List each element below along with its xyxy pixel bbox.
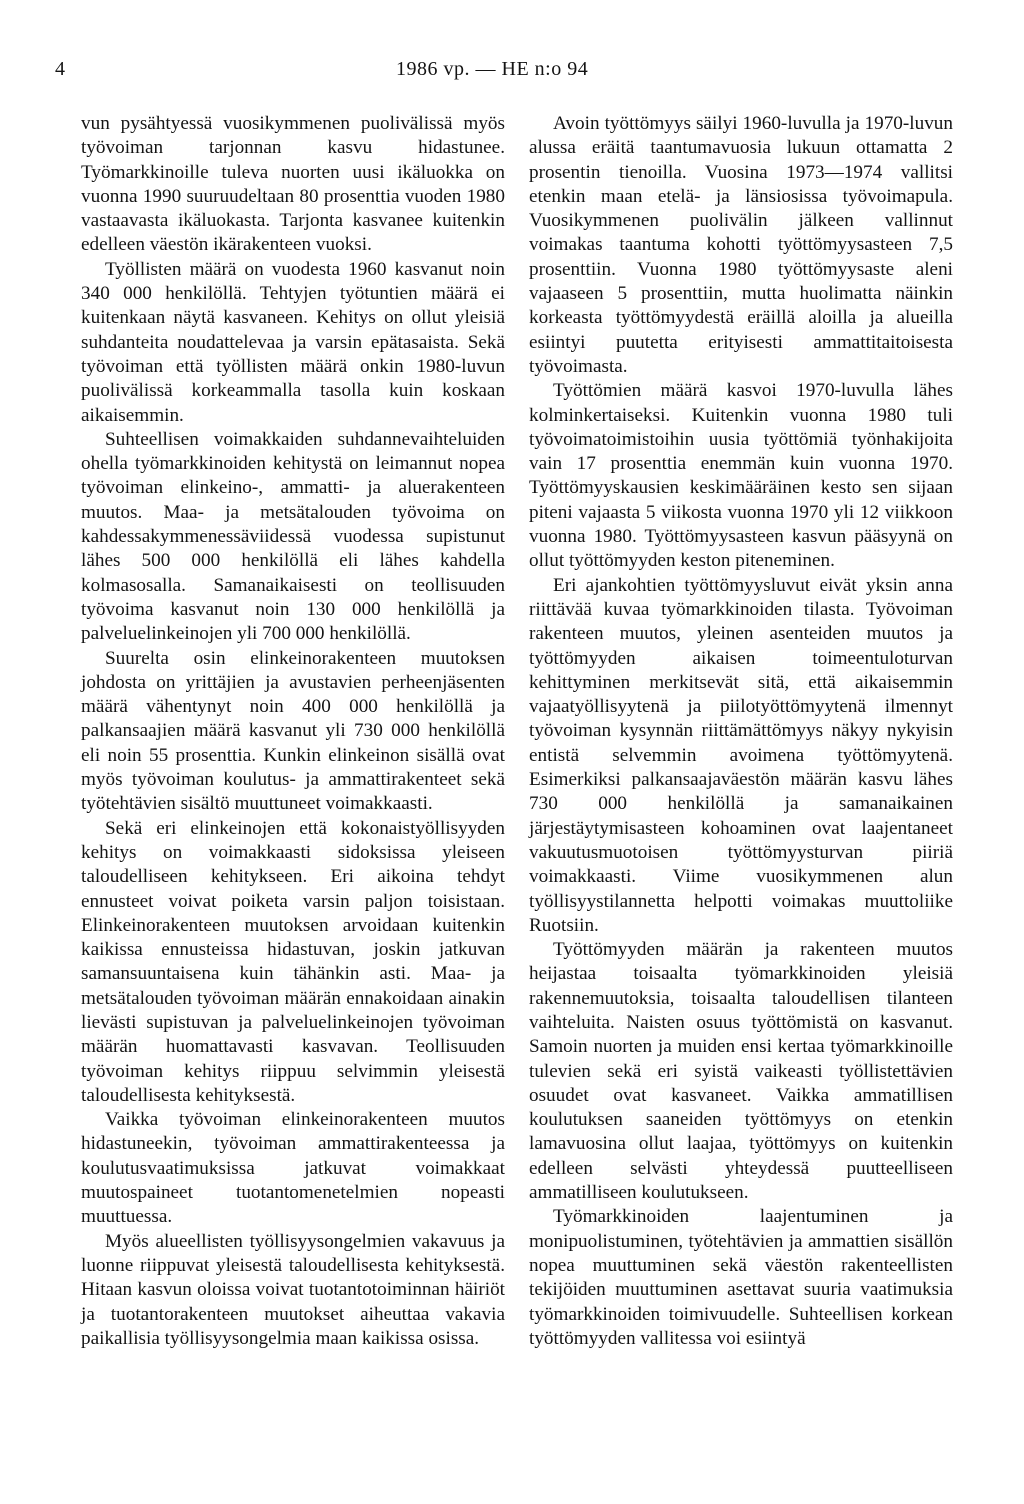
- page-number: 4: [55, 58, 65, 80]
- paragraph: Suhteellisen voimakkaiden suhdannevaihteluiden ohella työmarkkinoiden kehitystä on leimannut nopea työvoiman elinkeino-, ammatti- ja aluerakenteen muutos. Maa- ja metsätalouden työvoima on kahdessakymmenessäviidessä vuodessa supistunut lähes 500 000 henkilöllä eli lähes kahdella kolmasosalla. Samanaikaisesti on teollisuuden työvoima kasvanut noin 130 000 henkilöllä ja palveluelinkeinojen yli 700 000 henkilöllä.: [81, 428, 505, 645]
- paragraph: Työttömyyden määrän ja rakenteen muutos heijastaa toisaalta työmarkkinoiden yleisiä rakennemuutoksia, toisaalta taloudellisen tilanteen vaihteluita. Naisten osuus työttömistä on kasvanut. Samoin nuorten ja muiden ensi kertaa työmarkkinoille tulevien sekä eri syistä vaikeasti työllistettävien osuudet ovat kasvaneet. Vaikka ammatillisen koulutuksen saaneiden työttömyys on etenkin lamavuosina ollut laajaa, työttömyys on kuitenkin edelleen selvästi yhteydessä puutteelliseen ammatilliseen koulutukseen.: [529, 939, 953, 1204]
- paragraph: Työmarkkinoiden laajentuminen ja monipuolistuminen, työtehtävien ja ammattien sisällön nopea muuttuminen sekä väestön rakenteellisten tekijöiden muuttuminen asettavat suuria vaatimuksia työmarkkinoiden toimivuudelle. Suhteellisen korkean työttömyyden vallitessa voi esiintyä: [529, 1206, 953, 1349]
- paragraph: Suurelta osin elinkeinorakenteen muutoksen johdosta on yrittäjien ja avustavien perheenjäsenten määrä vähentynyt noin 400 000 henkilöllä ja palkansaajien määrä kasvanut yli 730 000 henkilöllä eli noin 55 prosenttia. Kunkin elinkeinon sisällä ovat myös työvoiman koulutus- ja ammattirakenteet sekä työtehtävien sisältö muuttuneet voimakkaasti.: [81, 647, 505, 815]
- paragraph: Työttömien määrä kasvoi 1970-luvulla lähes kolminkertaiseksi. Kuitenkin vuonna 1980 tuli työvoimatoimistoihin uusia työttömiä työnhakijoita vain 17 prosenttia enemmän kuin vuonna 1970. Työttömyyskausien keskimääräinen kesto sen sijaan piteni vajaasta 5 viikosta vuonna 1970 yli 12 viikkoon vuonna 1980. Työttömyysasteen kasvun pääsyynä on ollut työttömyyden keston piteneminen.: [529, 380, 953, 572]
- paragraph: Työllisten määrä on vuodesta 1960 kasvanut noin 340 000 henkilöllä. Tehtyjen työtuntien määrä ei kuitenkaan näytä kasvaneen. Kehitys on ollut yleisiä suhdanteita noudattelevaa ja varsin epätasaista. Sekä työvoiman että työllisten määrä onkin 1980-luvun puolivälissä korkeammalla tasolla kuin koskaan aikaisemmin.: [81, 258, 505, 426]
- right-column: [529, 112, 953, 1351]
- left-column: [81, 112, 505, 1351]
- paragraph: vun pysähtyessä vuosikymmenen puolivälissä myös työvoiman tarjonnan kasvu hidastunee. Työmarkkinoille tuleva nuorten uusi ikäluokka on vuonna 1990 suuruudeltaan 80 prosenttia vuoden 1980 vastaavasta ikäluokasta. Tarjonta kasvanee kuitenkin edelleen väestön ikärakenteen vuoksi.: [81, 113, 505, 256]
- paragraph: Eri ajankohtien työttömyysluvut eivät yksin anna riittävää kuvaa työmarkkinoiden tilasta. Työvoiman rakenteen muutos, yleinen asenteiden muutos ja työttömyyden aikaisen toimeentuloturvan kehittyminen merkitsevät sitä, että aikaisemmin vajaatyöllisyytenä ja piilotyöttömyytenä ilmennyt työvoiman kysynnän riittämättömyys näkyy nykyisin entistä selvemmin avoimena työttömyytenä. Esimerkiksi palkansaajaväestön määrän kasvu lähes 730 000 henkilöllä ja samanaikainen järjestäytymisasteen kohoaminen ovat laajentaneet vakuutusmuotoisen työttömyysturvan piiriä voimakkaasti. Viime vuosikymmenen alun työllisyystilannetta helpotti voimakas muuttoliike Ruotsiin.: [529, 574, 953, 936]
- page-header: [0, 58, 1024, 88]
- paragraph: Vaikka työvoiman elinkeinorakenteen muutos hidastuneekin, työvoiman ammattirakenteessa ja koulutusvaatimuksissa jatkuvat voimakkaat muutospaineet tuotantomenetelmien nopeasti muuttuessa.: [81, 1109, 505, 1228]
- paragraph: Myös alueellisten työllisyysongelmien vakavuus ja luonne riippuvat yleisestä taloudellisesta kehityksestä. Hitaan kasvun oloissa voivat tuotantotoiminnan häiriöt ja tuotantorakenteen muutokset aiheuttaa vakavia paikallisia työllisyysongelmia maan kaikissa osissa.: [81, 1230, 505, 1349]
- running-head: 1986 vp. — HE n:o 94: [396, 58, 589, 80]
- paragraph: Sekä eri elinkeinojen että kokonaistyöllisyyden kehitys on voimakkaasti sidoksissa yleiseen taloudelliseen kehitykseen. Eri aikoina tehdyt ennusteet voivat poiketa varsin paljon toisistaan. Elinkeinorakenteen muutoksen arvoidaan kuitenkin kaikissa ennusteissa hidastuvan, joskin jatkuvan samansuuntaisena kuin tähänkin asti. Maa- ja metsätalouden työvoiman määrän ennakoidaan ainakin lievästi supistuvan ja palveluelinkeinojen työvoiman määrän huomattavasti kasvavan. Teollisuuden työvoiman kehitys riippuu selvimmin yleisestä taloudellisesta kehityksestä.: [81, 817, 505, 1106]
- paragraph: Avoin työttömyys säilyi 1960-luvulla ja 1970-luvun alussa eräitä taantumavuosia lukuun ottamatta 2 prosentin tienoilla. Vuosina 1973—1974 vallitsi etenkin maan etelä- ja länsiosissa työvoimapula. Vuosikymmenen puolivälin jälkeen vallinnut voimakas taantuma kohotti työttömyysasteen 7,5 prosenttiin. Vuonna 1980 työttömyysaste aleni vajaaseen 5 prosenttiin, mutta huolimatta näinkin korkeasta työttömyydestä eräillä aloilla ja alueilla esiintyi puutetta erityisesti ammattitaitoisesta työvoimasta.: [529, 113, 953, 377]
